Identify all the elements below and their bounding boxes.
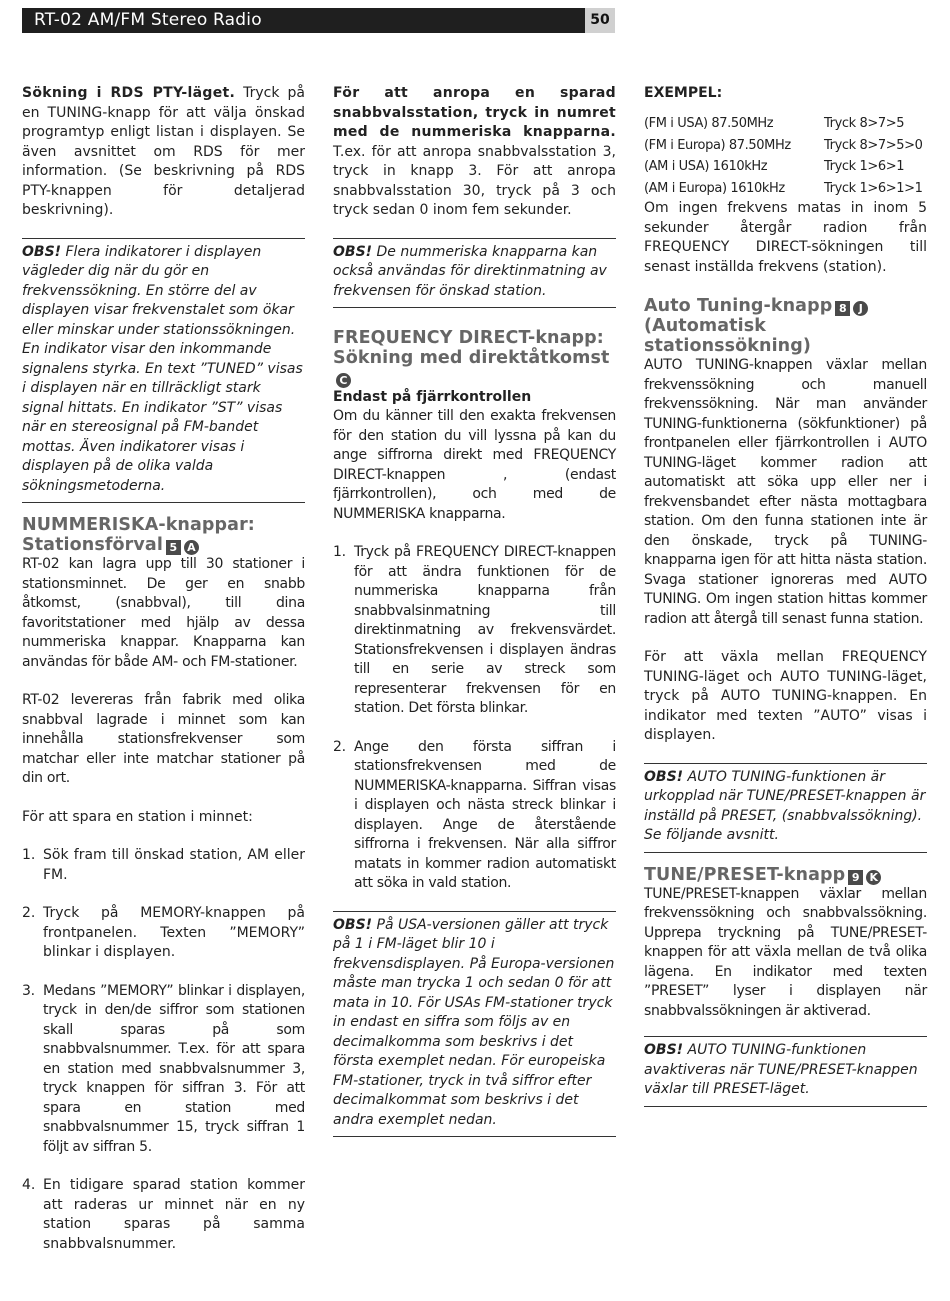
example-band: (FM i Europa) 87.50MHz xyxy=(644,137,791,153)
button-number-icon: 5 xyxy=(166,540,181,555)
table-row xyxy=(644,178,927,200)
column-middle xyxy=(333,84,616,1137)
list-item xyxy=(333,738,616,894)
example-title: EXEMPEL: xyxy=(644,85,723,101)
obs-label: OBS! xyxy=(333,916,373,933)
paragraph: TUNE/PRESET-knappen växlar mellan frekvenssökning och snabbvalssökning. Upprepa tryckning på TUNE/PRESET-knappen för att växla mellan de två olika lägena. En indikator med texten ”PRESET” lyser i displayen när snabbvalssökningen är aktiverad. xyxy=(644,885,927,1019)
section-heading-numeric xyxy=(22,515,305,555)
table-row xyxy=(644,135,927,157)
table-row xyxy=(644,156,927,178)
subheading: Endast på fjärrkontrollen xyxy=(333,389,532,405)
paragraph: AUTO TUNING-knappen växlar mellan frekvenssökning och manuell frekvenssökning. När man använder TUNING-funktionerna (sökfunktioner) på frontpanelen eller fjärrkontrollen i AUTO TUNING-läget kommer radion att automatiskt att söka upp eller ner i frekvensbandet efter nästa mottagbara station. Om den funna stationen inte är den önskade, tryck på TUNING-knapparna igen för att hitta nästa station. Svaga stationer ignoreras med AUTO TUNING. Om ingen station hittas kommer radion att återgå till senast funna station. xyxy=(644,357,927,627)
button-number-icon: 8 xyxy=(835,301,850,316)
table-row xyxy=(644,113,927,135)
button-letter-icon: A xyxy=(184,540,199,555)
heading-line: FREQUENCY DIRECT-knapp: xyxy=(333,328,604,348)
list-number: 4. xyxy=(22,1177,36,1193)
heading-line: Stationsförval xyxy=(22,535,163,555)
header-title: RT-02 AM/FM Stereo Radio xyxy=(34,10,262,30)
list-number: 3. xyxy=(22,982,35,999)
list-text: En tidigare sparad station kommer att raderas ur minnet när en ny station sparas på samma snabbvalsnummer. xyxy=(43,1177,305,1252)
rds-paragraph xyxy=(22,84,305,221)
heading-line: TUNE/PRESET-knapp xyxy=(644,864,846,885)
heading-line: Auto Tuning-knapp xyxy=(644,296,833,316)
list-text: Tryck på FREQUENCY DIRECT-knappen för att ändra funktionen för de nummeriska knapparna från snabbvalsinmatning till direktinmatning av frekvensvärdet. Stationsfrekvensen i displayen ändras till en serie av streck som representerar frekvensen för en station. Det första blinkar. xyxy=(354,544,616,716)
steps-list xyxy=(333,543,616,894)
paragraph: För att spara en station i minnet: xyxy=(22,808,253,825)
obs-note xyxy=(333,911,616,1138)
obs-text: AUTO TUNING-funktionen avaktiveras när TUNE/PRESET-knappen växlar till PRESET-läget. xyxy=(644,1042,918,1097)
section-heading-tune-preset xyxy=(644,865,927,885)
example-keys: Tryck 1>6>1>1 xyxy=(824,180,923,196)
obs-note xyxy=(22,238,305,504)
example-keys: Tryck 8>7>5 xyxy=(824,116,905,132)
list-text: Sök fram till önskad station, AM eller FM. xyxy=(43,847,305,883)
recall-lead: För att anropa en sparad snabbvalsstation, tryck in numret med de nummeriska knapparna. xyxy=(333,85,616,140)
obs-text: AUTO TUNING-funktionen är urkopplad när TUNE/PRESET-knappen är inställd på PRESET, (snabbvalssökning). Se följande avsnitt. xyxy=(644,768,926,843)
list-text: Tryck på MEMORY-knappen på frontpanelen. Texten ”MEMORY” blinkar i displayen. xyxy=(43,905,305,960)
heading-line: Sökning med direktåtkomst xyxy=(333,348,610,368)
list-item xyxy=(333,543,616,719)
obs-label: OBS! xyxy=(22,243,62,260)
paragraph: För att växla mellan FREQUENCY TUNING-läget och AUTO TUNING-läget, tryck på AUTO TUNING-knappen. En indikator med texten ”AUTO” visas i displayen. xyxy=(644,649,927,743)
button-number-icon: 9 xyxy=(848,870,863,885)
obs-text: På USA-versionen gäller att tryck på 1 i FM-läget blir 10 i frekvensdisplayen. På Europa-versionen måste man trycka 1 och sedan 0 för att mata in 10. För USAs FM-stationer tryck in endast en siffra som följs av en decimalkomma som beskrivs i det första exemplet nedan. För europeiska FM-stationer, tryck in två siffror efter decimalkommat som beskrivs i det andra exemplet nedan. xyxy=(333,916,615,1128)
example-band: (AM i USA) 1610kHz xyxy=(644,159,768,175)
button-letter-icon: J xyxy=(853,301,868,316)
page-header xyxy=(22,8,615,33)
recall-paragraph xyxy=(333,84,616,221)
column-right xyxy=(644,84,927,1107)
obs-note xyxy=(333,238,616,309)
list-item xyxy=(22,1176,305,1254)
paragraph: RT-02 kan lagra upp till 30 stationer i stationsminnet. De ger en snabb åtkomst, (snabbval), till dina favoritstationer med hjälp av dessa nummeriska knappar. Knapparna kan användas för både AM- och FM-stationer. xyxy=(22,556,305,670)
list-number: 2. xyxy=(333,738,346,755)
list-item xyxy=(22,846,305,885)
obs-label: OBS! xyxy=(644,768,684,785)
obs-label: OBS! xyxy=(333,243,373,260)
obs-note xyxy=(644,1036,927,1107)
obs-text: De nummeriska knapparna kan också användas för direktinmatning av frekvensen för önskad station. xyxy=(333,243,607,299)
steps-list xyxy=(22,846,305,1254)
heading-line: NUMMERISKA-knappar: xyxy=(22,515,255,535)
heading-line: (Automatisk stationssökning) xyxy=(644,316,811,356)
section-heading-auto-tuning xyxy=(644,296,927,356)
button-letter-icon: C xyxy=(336,373,351,388)
example-band: (AM i Europa) 1610kHz xyxy=(644,180,785,196)
list-text: Ange den första siffran i stationsfrekvensen med de NUMMERISKA-knapparna. Siffran visas i displayen och nästa streck blinkar i displayen. Ange de återstående siffrorna i frekvensen. När alla siffror matats in kommer radion automatiskt att söka in vald station. xyxy=(354,738,616,891)
column-left xyxy=(22,84,305,1254)
rds-text: Tryck på en TUNING-knapp för att välja önskad programtyp enligt listan i displayen. Se även avsnittet om RDS för mer information. (Se beskrivning på RDS PTY-knappen för detaljerad beskrivning). xyxy=(22,85,305,218)
list-text: Medans ”MEMORY” blinkar i displayen, tryck in den/de siffror som stationen skall sparas på som snabbvalsnummer. T.ex. för att spara en station med snabbvalsnummer 3, tryck knappen för siffran 3. För att spara en station med snabbvalsnummer 15, tryck siffran 1 följt av siffran 5. xyxy=(43,982,305,1155)
rds-lead: Sökning i RDS PTY-läget. xyxy=(22,85,236,101)
list-number: 1. xyxy=(333,544,346,560)
obs-note xyxy=(644,763,927,853)
button-letter-icon: K xyxy=(866,870,881,885)
list-number: 2. xyxy=(22,905,36,921)
recall-text: T.ex. för att anropa snabbvalsstation 3, tryck in knapp 3. För att anropa snabbvalsstation 30, tryck på 3 och tryck sedan 0 inom fem sekunder. xyxy=(333,143,616,218)
example-keys: Tryck 8>7>5>0 xyxy=(824,137,923,153)
paragraph: Om du känner till den exakta frekvensen för den station du vill lyssna på kan du ange siffrorna direkt med FREQUENCY DIRECT-knappen , (endast fjärrkontrollen), och med de NUMMERISKA knapparna. xyxy=(333,408,616,522)
obs-label: OBS! xyxy=(644,1042,684,1058)
paragraph: Om ingen frekvens matas in inom 5 sekunder återgår radion från FREQUENCY DIRECT-sökningen till senast inställda frekvens (station). xyxy=(644,200,927,275)
list-number: 1. xyxy=(22,847,36,863)
example-band: (FM i USA) 87.50MHz xyxy=(644,116,774,132)
obs-text: Flera indikatorer i displayen vägleder dig när du gör en frekvenssökning. En större del av displayen visar frekvenstalet som ökar eller minskar under stationssökningen. En indikator visar den inkommande signalens styrka. En text ”TUNED” visas i displayen när en tillräckligt stark signal hittats. En indikator ”ST” visas när en stereosignal på FM-bandet mottas. Även indikatorer visas i displayen på de olika valda sökningsmetoderna. xyxy=(22,243,303,494)
section-heading-frequency-direct xyxy=(333,328,616,388)
list-item xyxy=(22,982,305,1158)
example-table xyxy=(644,113,927,199)
paragraph: RT-02 levereras från fabrik med olika snabbval lagrade i minnet som kan innehålla stationsfrekvenser som matchar eller inte matchar stationer på din ort. xyxy=(22,692,305,786)
example-keys: Tryck 1>6>1 xyxy=(824,159,905,175)
list-item xyxy=(22,904,305,963)
page-number: 50 xyxy=(585,8,615,33)
